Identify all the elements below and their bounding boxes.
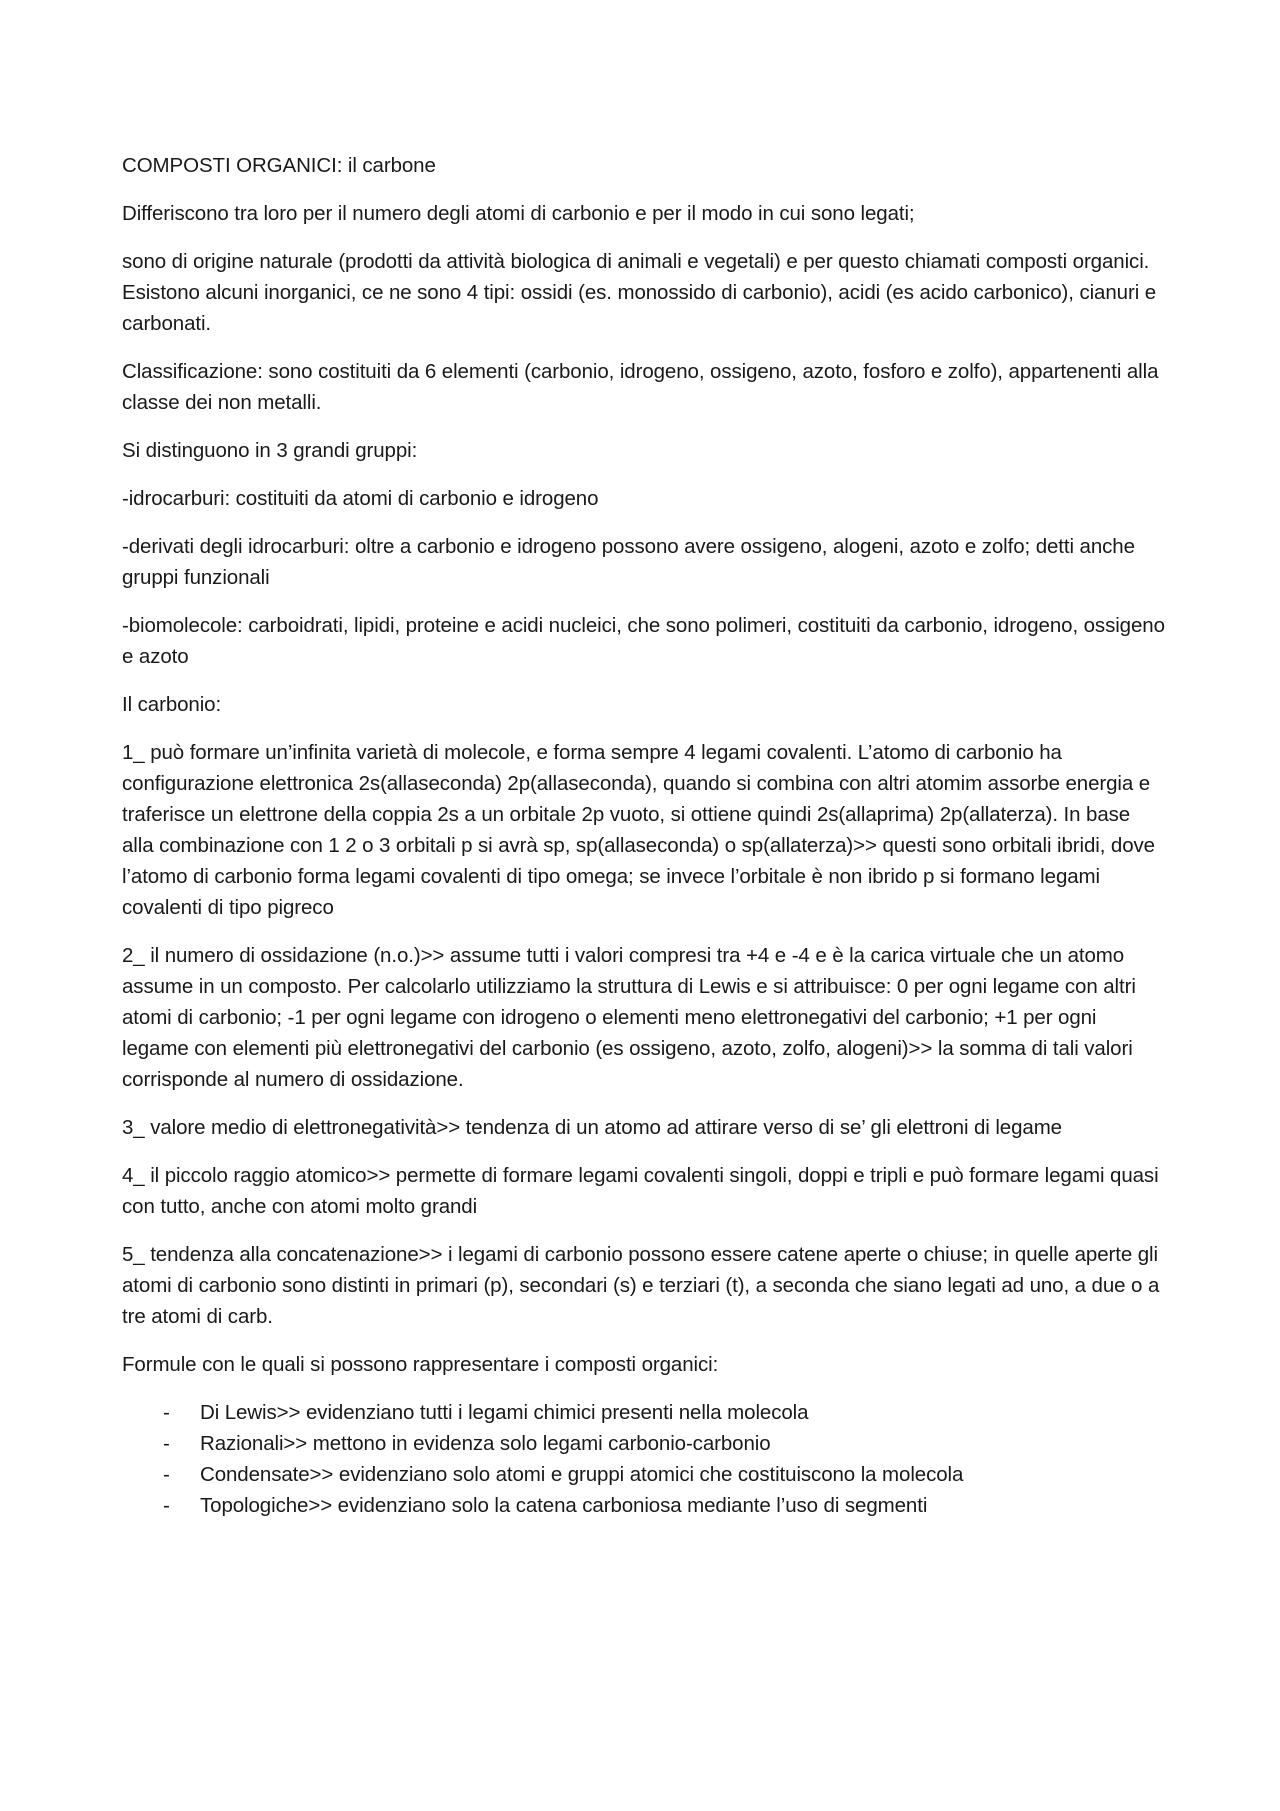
document-page [122,150,1167,1521]
paragraph-point-4: 4_ il piccolo raggio atomico>> permette di formare legami covalenti singoli, doppi e tripli e può formare legami quasi con tutto, anche con atomi molto grandi [122,1164,1159,1218]
paragraph-formulas-intro: Formule con le quali si possono rappresentare i composti organici: [122,1353,719,1376]
list-dash: - [163,1401,170,1424]
list-item-text: Condensate>> evidenziano solo atomi e gruppi atomici che costituiscono la molecola [200,1463,964,1486]
paragraph-point-1: 1_ può formare un’infinita varietà di molecole, e forma sempre 4 legami covalenti. L’atomo di carbonio ha configurazione elettronica 2s(allaseconda) 2p(allaseconda), quando si combina con altri atomim assorbe energia e traferisce un elettrone della coppia 2s a un orbitale 2p vuoto, si ottiene quindi 2s(allaprima) 2p(allaterza). In base alla combinazione con 1 2 o 3 orbitali p si avrà sp, sp(allaseconda) o sp(allaterza)>> questi sono orbitali ibridi, dove l’atomo di carbonio forma legami covalenti di tipo omega; se invece l’orbitale è non ibrido p si formano legami covalenti di tipo pigreco [122,741,1155,919]
formulas-list [122,1397,1167,1521]
list-item-text: Topologiche>> evidenziano solo la catena carboniosa mediante l’uso di segmenti [200,1494,928,1517]
list-dash: - [163,1463,170,1486]
paragraph-origin: sono di origine naturale (prodotti da attività biologica di animali e vegetali) e per questo chiamati composti organici. Esistono alcuni inorganici, ce ne sono 4 tipi: ossidi (es. monossido di carbonio), acidi (es acido carbonico), cianuri e carbonati. [122,250,1157,335]
list-item [122,1397,1167,1428]
paragraph-derivatives: -derivati degli idrocarburi: oltre a carbonio e idrogeno possono avere ossigeno, alogeni, azoto e zolfo; detti anche gruppi funzionali [122,535,1135,589]
list-item-text: Razionali>> mettono in evidenza solo legami carbonio-carbonio [200,1432,771,1455]
list-dash: - [163,1494,170,1517]
paragraph-point-3: 3_ valore medio di elettronegatività>> tendenza di un atomo ad attirare verso di se’ gli elettroni di legame [122,1116,1062,1139]
list-item [122,1459,1167,1490]
paragraph-classification: Classificazione: sono costituiti da 6 elementi (carbonio, idrogeno, ossigeno, azoto, fosforo e zolfo), appartenenti alla classe dei non metalli. [122,360,1159,414]
paragraph-hydrocarbons: -idrocarburi: costituiti da atomi di carbonio e idrogeno [122,487,599,510]
list-item-text: Di Lewis>> evidenziano tutti i legami chimici presenti nella molecola [200,1401,809,1424]
paragraph-point-5: 5_ tendenza alla concatenazione>> i legami di carbonio possono essere catene aperte o chiuse; in quelle aperte gli atomi di carbonio sono distinti in primari (p), secondari (s) e terziari (t), a seconda che siano legati ad uno, a due o a tre atomi di carb. [122,1243,1160,1328]
paragraph-carbon-heading: Il carbonio: [122,693,222,716]
paragraph-biomolecules: -biomolecole: carboidrati, lipidi, proteine e acidi nucleici, che sono polimeri, costituiti da carbonio, idrogeno, ossigeno e azoto [122,614,1165,668]
paragraph-differences: Differiscono tra loro per il numero degli atomi di carbonio e per il modo in cui sono legati; [122,202,915,225]
list-item [122,1428,1167,1459]
paragraph-groups-intro: Si distinguono in 3 grandi gruppi: [122,439,418,462]
list-item [122,1490,1167,1521]
paragraph-point-2: 2_ il numero di ossidazione (n.o.)>> assume tutti i valori compresi tra +4 e -4 e è la carica virtuale che un atomo assume in un composto. Per calcolarlo utilizziamo la struttura di Lewis e si attribuisce: 0 per ogni legame con altri atomi di carbonio; -1 per ogni legame con idrogeno o elementi meno elettronegativi del carbonio; +1 per ogni legame con elementi più elettronegativi del carbonio (es ossigeno, azoto, zolfo, alogeni)>> la somma di tali valori corrisponde al numero di ossidazione. [122,944,1136,1091]
list-dash: - [163,1432,170,1455]
document-title: COMPOSTI ORGANICI: il carbone [122,154,436,177]
